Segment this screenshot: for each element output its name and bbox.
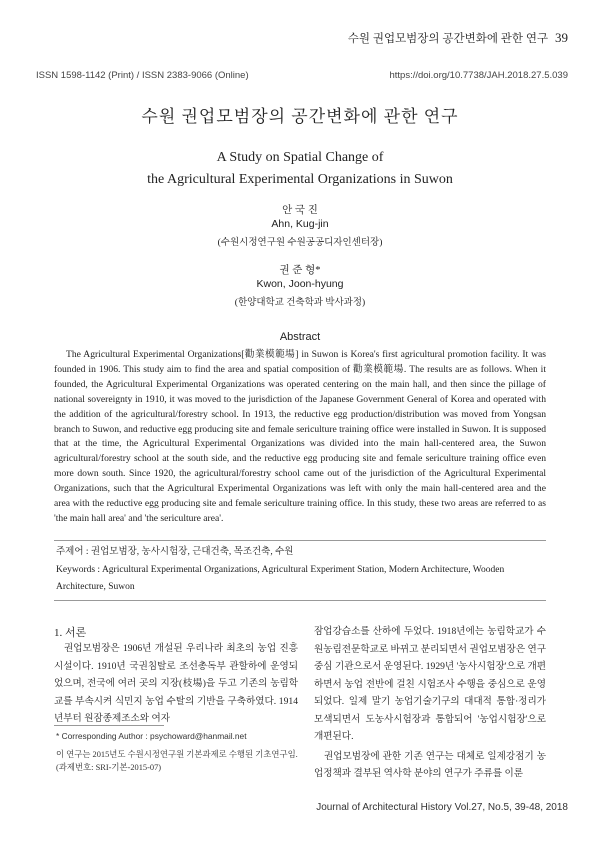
section-heading: 1. 서론 <box>54 627 87 639</box>
abstract-text: The Agricultural Experimental Organizations[勸業模範場] in Suwon is Korea's first agricultural promotion facility. It was founded in 1906. This study aim to find the area and spatial composition of 勸業模範場. The results are as follows. When it founded, the Agricultural Experimental Organizations was operated centering on the main hall, and then since the pillage of national sovereignty in 1910, it was moved to the jurisdiction of the Japanese Government General of Korea and operated with the addition of the agricultural/forestry school. In 1913, the reductive egg production/distribution was moved from Yongsan branch to Suwon, and reductive egg producing site and female sericulture training office were installed in Suwon. It is supposed that at the time, the Agricultural Experimental Organizations was divided into the main hall-centered area, the Suwon agricultural/forestry school at the south side, and the reductive egg producing site and female sericulture training office even more down south. Since 1920, the agricultural/forestry school came out of the jurisdiction of the Agricultural Experimental Organizations, such that the Agricultural Experimental Organizations was left with only the main hall-centered area and the area with the reductive egg producing site and female sericulture training office. In this study, these two areas are referred to as 'the main hall area' and 'the sericulture area'. <box>54 349 546 524</box>
title-english-line2: the Agricultural Experimental Organizations in Suwon <box>147 172 453 187</box>
author-1-name-en: Ahn, Kug-jin <box>271 218 329 230</box>
author-2-affiliation: (한양대학교 건축학과 박사과정) <box>234 298 366 308</box>
right-column <box>314 623 546 783</box>
intro-paragraph-3: 권업모범장에 관한 기존 연구는 대체로 일제강점기 농업정책과 결부된 역사학 분야의 연구가 주류를 이룬 <box>314 750 546 779</box>
author-1-name-ko: 안 국 진 <box>282 205 318 216</box>
author-2-name-ko: 권 준 형* <box>279 265 321 276</box>
author-2-name-en: Kwon, Joon-hyung <box>256 278 344 290</box>
divider-top <box>54 540 546 541</box>
divider-bottom <box>54 600 546 601</box>
footnote-corresponding: * Corresponding Author : psychoward@hanmail.net <box>56 731 247 741</box>
doi-link[interactable]: https://doi.org/10.7738/JAH.2018.27.5.039 <box>389 70 568 81</box>
keywords-en-text: Agricultural Experimental Organizations, Agricultural Experiment Station, Modern Architecture, Wooden Architecture, Suwon <box>56 565 505 592</box>
intro-paragraph-1: 권업모범장은 1906년 개설된 우리나라 최초의 농업 진흥 시설이다. 1910년 국권침탈로 조선총독부 관할하에 운영되었으며, 전국에 여러 곳의 지장(枝場)을 두고 기존의 농림학교를 부속시켜 식민지 농업 수탈의 기반을 구축하였다. 1914년부터 원잠종제조소와 여자 <box>54 643 298 724</box>
abstract-heading: Abstract <box>279 331 321 343</box>
issn: ISSN 1598-1142 (Print) / ISSN 2383-9066 (Online) <box>36 70 249 81</box>
keywords-en-label: Keywords : <box>56 565 101 575</box>
footnote-divider <box>54 725 164 726</box>
title-english-line1: A Study on Spatial Change of <box>216 150 384 165</box>
running-title: 수원 권업모범장의 공간변화에 관한 연구 <box>347 33 549 45</box>
author-1-affiliation: (수원시정연구원 수원공공디자인센터장) <box>217 238 383 248</box>
abstract-body <box>54 348 546 527</box>
keywords-ko-label: 주제어 : <box>56 547 89 557</box>
intro-paragraph-2: 잠업강습소를 산하에 두었다. 1918년에는 농림학교가 수원농림전문학교로 바뀌고 분리되면서 권업모범장은 연구 중심 기관으로서 운영된다. 1929년 '농사시험장'으로 개편하면서 농업 전반에 걸친 시험조사 수행을 중심으로 운영되었다. 일제 말기 농업기술기구의 대대적 통합·정리가 모색되면서 도농사시험장과 통합되어 '농업시험장'으로 개편된다. <box>314 626 547 742</box>
running-header <box>348 30 568 46</box>
left-column <box>54 640 298 728</box>
keywords-ko-text: 권업모범장, 농사시험장, 근대건축, 목조건축, 수원 <box>90 547 294 557</box>
footnote-funding: 이 연구는 2015년도 수원시정연구원 기본과제로 수행된 기초연구임. (과제번호: SRI-기본-2015-07) <box>56 750 298 772</box>
journal-info: Journal of Architectural History Vol.27, No.5, 39-48, 2018 <box>316 802 568 813</box>
page-number: 39 <box>555 30 568 45</box>
keywords-en <box>56 562 546 596</box>
title-korean: 수원 권업모범장의 공간변화에 관한 연구 <box>141 107 459 126</box>
keywords-ko <box>56 544 546 561</box>
